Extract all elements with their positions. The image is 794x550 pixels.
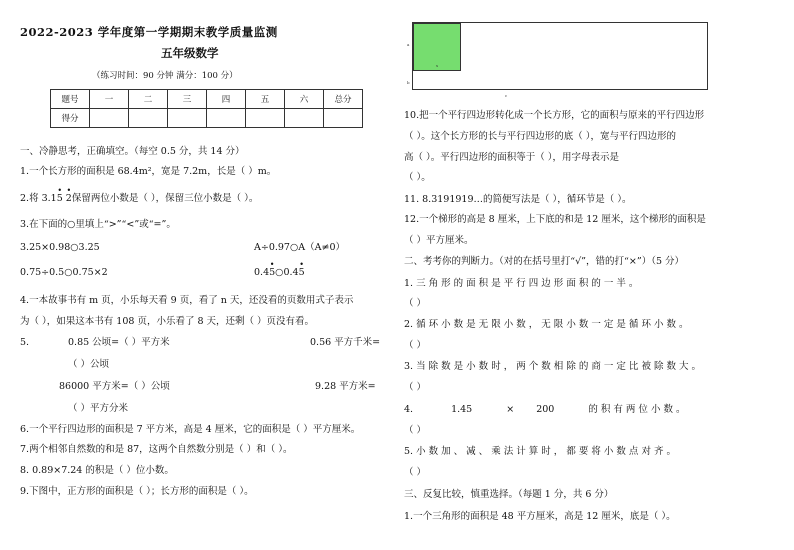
score-cell[interactable] [129, 109, 168, 128]
score-header-cell: 题号 [51, 90, 90, 109]
judge-5-answer[interactable]: （ ） [404, 467, 427, 478]
repeat-dot: • [269, 260, 275, 269]
question-5-c: （ ）公顷 [68, 359, 110, 370]
repeat-dot: • [57, 186, 63, 195]
repeating-digit [56, 186, 63, 205]
score-table [50, 89, 363, 128]
question-3: 3.在下面的○里填上“>”“<”或“=”。 [20, 219, 176, 230]
score-header-cell: 二 [129, 90, 168, 109]
judge-1: 1. 三 角 形 的 面 积 是 平 行 四 边 形 面 积 的 一 半 。 [404, 278, 639, 289]
section-2-heading: 二、考考你的判断力。（对的在括号里打“√”，错的打“×”）（5 分） [404, 256, 685, 267]
score-header-cell: 四 [207, 90, 246, 109]
question-8: 8. 0.89×7.24 的积是（ ）位小数。 [20, 465, 174, 476]
score-cell[interactable] [285, 109, 324, 128]
question-10-line-2: （ ）。这个长方形的长与平行四边形的底（ ），宽与平行四边形的 [404, 131, 677, 142]
judge-4-text: 的 积 有 两 位 小 数 。 [588, 404, 686, 415]
question-9-figure [407, 22, 708, 98]
question-5-f: （ ）平方分米 [68, 403, 129, 414]
figure-square [413, 23, 461, 71]
score-table-score-row [51, 109, 363, 128]
repeat-digit-text: 5 [298, 267, 305, 278]
square-label: s [436, 63, 439, 68]
question-11: 11. 8.3191919…的简便写法是（ ），循环节是（ ）。 [404, 194, 632, 205]
score-cell[interactable] [90, 109, 129, 128]
judge-4-answer[interactable]: （ ） [404, 425, 427, 436]
score-header-cell: 六 [285, 90, 324, 109]
judge-4 [404, 404, 685, 416]
figure-label-a: a [407, 42, 410, 47]
q3-row2-right [254, 260, 305, 279]
question-5-a: 0.85 公顷=（ ）平方米 [68, 337, 170, 348]
judge-2-answer[interactable]: （ ） [404, 340, 427, 351]
repeating-digit [65, 186, 72, 205]
q3-row2-right-prefix: 0.4 [254, 267, 270, 278]
q3-row1-left: 3.25×0.98○3.25 [20, 242, 100, 253]
score-cell[interactable] [246, 109, 285, 128]
question-5-b: 0.56 平方千米= [310, 337, 381, 348]
question-2-prefix: 2.将 3.1 [20, 193, 57, 204]
section-1-heading: 一、冷静思考，正确填空。（每空 0.5 分，共 14 分） [20, 146, 245, 157]
score-cell[interactable] [207, 109, 246, 128]
question-6: 6.一个平行四边形的面积是 7 平方米，高是 4 厘米，它的面积是（ ）平方厘米。 [20, 424, 361, 435]
figure-label-c: c [505, 93, 508, 98]
repeat-digit-text: 5 [269, 267, 276, 278]
question-9: 9.下图中，正方形的面积是（ ）；长方形的面积是（ ）。 [20, 486, 254, 497]
question-1: 1.一个长方形的面积是 68.4m²，宽是 7.2m，长是（ ）m。 [20, 166, 277, 177]
score-cell[interactable] [324, 109, 363, 128]
question-10-line-4: （ ）。 [404, 172, 431, 183]
question-12-line-2: （ ）平方厘米。 [404, 235, 474, 246]
judge-4-operand-b: 200 [536, 404, 555, 415]
q3-row2-right-mid: ○0.4 [275, 267, 299, 278]
question-10-line-3: 高（ ）。平行四边形的面积等于（ ），用字母表示是 [404, 152, 620, 163]
judge-4-number: 4. [404, 404, 414, 415]
q3-row2-left: 0.75÷0.5○0.75×2 [20, 267, 108, 278]
q3-row1-right: A÷0.97○A（A≠0） [254, 242, 345, 253]
judge-3: 3. 当 除 数 是 小 数 时 ， 两 个 数 相 除 的 商 一 定 比 被 除 数 大 。 [404, 361, 702, 372]
question-7: 7.两个相邻自然数的和是 87，这两个自然数分别是（ ）和（ ）。 [20, 444, 293, 455]
judge-4-operator: × [506, 404, 515, 415]
judge-2: 2. 循 环 小 数 是 无 限 小 数 ， 无 限 小 数 一 定 是 循 环 小 数 。 [404, 319, 689, 330]
exam-info: （练习时间：90 分钟 满分：100 分） [92, 71, 238, 81]
section-3-heading: 三、反复比较，慎重选择。（每题 1 分，共 6 分） [404, 489, 614, 500]
repeating-digit [298, 260, 305, 279]
score-header-cell: 一 [90, 90, 129, 109]
question-12-line-1: 12.一个梯形的高是 8 厘米，上下底的和是 12 厘米，这个梯形的面积是 [404, 214, 706, 225]
question-5-d: 86000 平方米=（ ）公顷 [59, 381, 170, 392]
question-10-line-1: 10.把一个平行四边形转化成一个长方形，它的面积与原来的平行四边形 [404, 110, 705, 121]
score-cell[interactable] [168, 109, 207, 128]
score-row-label: 得分 [51, 109, 90, 128]
question-2 [20, 186, 259, 205]
question-4-line-2: 为（ ），如果这本书有 108 页，小乐看了 8 天，还剩（ ）页没有看。 [20, 316, 315, 327]
question-5-e: 9.28 平方米= [315, 381, 376, 392]
repeat-digit-text: 5 [56, 193, 63, 204]
repeat-dot: • [66, 186, 72, 195]
judge-1-answer[interactable]: （ ） [404, 298, 427, 309]
question-5-number: 5. [20, 337, 30, 348]
exam-title: 2022-2023 学年度第一学期期末教学质量监测 [20, 25, 278, 39]
question-4-line-1: 4.一本故事书有 m 页，小乐每天看 9 页，看了 n 天，还没看的页数用式子表示 [20, 295, 354, 306]
score-table-header-row [51, 90, 363, 109]
score-header-cell: 五 [246, 90, 285, 109]
judge-5: 5. 小 数 加 、 减 、 乘 法 计 算 时 ， 都 要 将 小 数 点 对 齐 。 [404, 446, 676, 457]
repeating-digit [269, 260, 276, 279]
score-header-cell: 总分 [324, 90, 363, 109]
figure-label-b: b [407, 80, 410, 85]
judge-4-operand-a: 1.45 [451, 404, 473, 415]
judge-3-answer[interactable]: （ ） [404, 382, 427, 393]
choice-1: 1.一个三角形的面积是 48 平方厘米，高是 12 厘米，底是（ ）。 [404, 511, 676, 522]
score-header-cell: 三 [168, 90, 207, 109]
exam-subject: 五年级数学 [161, 46, 219, 60]
repeat-digit-text: 2 [65, 193, 72, 204]
repeat-dot: • [299, 260, 304, 269]
question-2-suffix: 保留两位小数是（ ），保留三位小数是（ ）。 [71, 193, 259, 204]
